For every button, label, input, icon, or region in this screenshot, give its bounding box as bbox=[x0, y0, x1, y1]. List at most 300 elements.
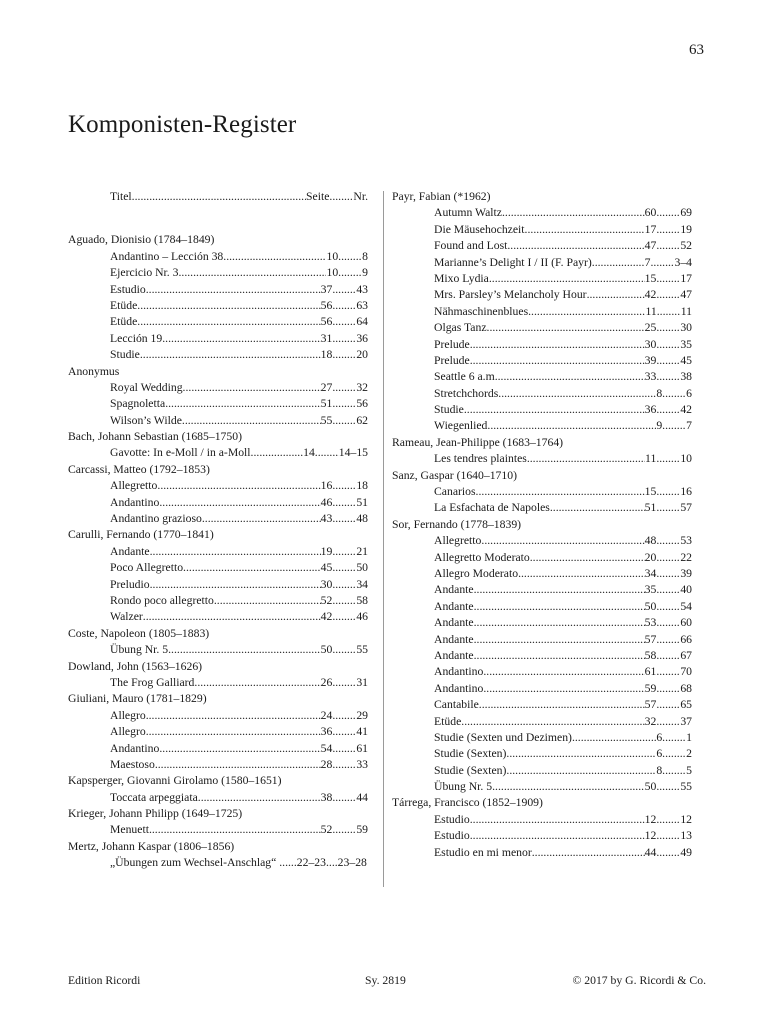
work-number: 70 bbox=[680, 665, 692, 679]
work-entry bbox=[392, 615, 692, 631]
work-entry bbox=[392, 337, 692, 353]
work-number: 3–4 bbox=[674, 255, 692, 269]
composer-name: Mertz, Johann Kaspar (1806–1856) bbox=[68, 839, 235, 853]
work-number: 35 bbox=[680, 337, 692, 351]
work-number: 20 bbox=[356, 348, 368, 362]
work-page-number: 6 bbox=[656, 747, 663, 761]
composer-name: Coste, Napoleon (1805–1883) bbox=[68, 626, 210, 640]
work-page-number: 14 bbox=[303, 446, 315, 460]
dot-leader bbox=[165, 396, 320, 412]
work-number: 1 bbox=[686, 730, 692, 744]
dot-leader bbox=[656, 402, 680, 418]
composer-name: Anonymus bbox=[68, 364, 120, 378]
work-page-number: 35 bbox=[644, 583, 657, 597]
dot-leader bbox=[492, 779, 645, 795]
dot-leader bbox=[656, 337, 680, 353]
composer-name: Krieger, Johann Philipp (1649–1725) bbox=[68, 807, 243, 821]
work-entry bbox=[392, 648, 692, 664]
work-number: 54 bbox=[680, 599, 692, 613]
work-page-number: 52 bbox=[320, 823, 333, 837]
work-entry bbox=[392, 369, 692, 385]
work-page-number: 11 bbox=[645, 452, 657, 466]
work-number: 60 bbox=[680, 616, 692, 630]
work-title: Übung Nr. 5 bbox=[110, 643, 169, 657]
work-number: 38 bbox=[680, 370, 692, 384]
work-entry bbox=[392, 730, 692, 746]
dot-leader bbox=[587, 287, 645, 303]
work-title: Ejercicio Nr. 3 bbox=[110, 266, 179, 280]
work-entry bbox=[68, 544, 368, 560]
dot-leader bbox=[528, 304, 645, 320]
work-number: 62 bbox=[356, 413, 368, 427]
dot-leader bbox=[168, 642, 321, 658]
work-title: Andantino bbox=[434, 681, 484, 695]
work-title: Spagnoletta bbox=[110, 397, 166, 411]
work-entry bbox=[392, 845, 692, 861]
work-number: 44 bbox=[356, 790, 368, 804]
dot-leader bbox=[656, 648, 680, 664]
dot-leader bbox=[338, 265, 362, 281]
work-entry bbox=[68, 511, 368, 527]
dot-leader bbox=[150, 544, 321, 560]
work-page-number: 48 bbox=[644, 534, 657, 548]
work-number: 57 bbox=[680, 501, 692, 515]
work-entry bbox=[68, 577, 368, 593]
work-page-number: 31 bbox=[320, 331, 333, 345]
work-title: Andantino – Lección 38 bbox=[110, 249, 224, 263]
dot-leader bbox=[159, 495, 320, 511]
work-title: Die Mäusehochzeit bbox=[434, 222, 525, 236]
work-page-number: 42 bbox=[644, 288, 657, 302]
work-number: 49 bbox=[680, 845, 692, 859]
work-number: 45 bbox=[680, 353, 692, 367]
dot-leader bbox=[338, 249, 362, 265]
dot-leader bbox=[332, 609, 356, 625]
composer-name: Dowland, John (1563–1626) bbox=[68, 659, 203, 673]
work-title: „Übungen zum Wechsel-Anschlag“ ......22–23....23–28 bbox=[110, 856, 367, 870]
work-title: Estudio bbox=[434, 812, 470, 826]
spacer bbox=[68, 205, 368, 232]
work-title: Autumn Waltz bbox=[434, 206, 502, 220]
dot-leader bbox=[332, 790, 356, 806]
work-number: 51 bbox=[356, 495, 368, 509]
work-page-number: 36 bbox=[644, 403, 657, 417]
dot-leader bbox=[332, 675, 356, 691]
work-page-number: 44 bbox=[644, 845, 657, 859]
dot-leader bbox=[487, 320, 645, 336]
dot-leader bbox=[650, 255, 674, 271]
dot-leader bbox=[194, 675, 320, 691]
work-page-number: 6 bbox=[656, 730, 663, 744]
work-entry bbox=[392, 599, 692, 615]
work-title: Royal Wedding bbox=[110, 380, 183, 394]
work-title: Lección 19 bbox=[110, 331, 163, 345]
work-entry bbox=[68, 609, 368, 625]
dot-leader bbox=[470, 337, 645, 353]
work-entry bbox=[392, 402, 692, 418]
work-entry bbox=[68, 445, 368, 461]
work-title: Olgas Tanz bbox=[434, 321, 487, 335]
dot-leader bbox=[656, 353, 680, 369]
dot-leader bbox=[155, 757, 321, 773]
work-number: 8 bbox=[362, 249, 368, 263]
dot-leader bbox=[483, 681, 644, 697]
work-page-number: 10 bbox=[326, 249, 339, 263]
work-page-number: 60 bbox=[644, 206, 657, 220]
work-title: Found and Lost bbox=[434, 239, 508, 253]
dot-leader bbox=[140, 347, 321, 363]
work-number: 48 bbox=[356, 512, 368, 526]
work-entry bbox=[392, 484, 692, 500]
work-title: Andantino bbox=[110, 741, 160, 755]
work-entry bbox=[392, 222, 692, 238]
work-number: 56 bbox=[356, 397, 368, 411]
work-number: 17 bbox=[680, 271, 692, 285]
work-entry bbox=[392, 238, 692, 254]
dot-leader bbox=[656, 500, 680, 516]
work-title: Etüde bbox=[110, 315, 138, 329]
work-number: 6 bbox=[686, 386, 692, 400]
work-page-number: 55 bbox=[320, 413, 333, 427]
work-title: Studie bbox=[434, 403, 464, 417]
column-divider bbox=[383, 191, 384, 887]
dot-leader bbox=[146, 724, 321, 740]
work-number: 43 bbox=[356, 282, 368, 296]
dot-leader bbox=[656, 205, 680, 221]
dot-leader bbox=[137, 298, 320, 314]
dot-leader bbox=[656, 615, 680, 631]
dot-leader bbox=[332, 724, 356, 740]
work-number: 39 bbox=[680, 566, 692, 580]
dot-leader bbox=[656, 369, 680, 385]
index-column-left bbox=[68, 189, 368, 872]
work-entry bbox=[68, 724, 368, 740]
dot-leader bbox=[332, 560, 356, 576]
work-number: 46 bbox=[356, 610, 368, 624]
dot-leader bbox=[332, 642, 356, 658]
work-entry bbox=[68, 560, 368, 576]
work-title: The Frog Galliard bbox=[110, 675, 195, 689]
work-number: 31 bbox=[356, 675, 368, 689]
work-page-number: 54 bbox=[320, 741, 333, 755]
dot-leader bbox=[572, 730, 656, 746]
work-title: Estudio en mi menor bbox=[434, 845, 532, 859]
work-title: Andante bbox=[434, 583, 474, 597]
work-page-number: 19 bbox=[320, 544, 333, 558]
work-title: Walzer bbox=[110, 610, 143, 624]
work-entry bbox=[68, 282, 368, 298]
work-title: Toccata arpeggiata bbox=[110, 790, 198, 804]
work-title: Wiegenlied bbox=[434, 419, 488, 433]
work-page-number: 27 bbox=[320, 380, 333, 394]
index-column-right bbox=[392, 189, 692, 861]
dot-leader bbox=[662, 386, 686, 402]
dot-leader bbox=[481, 533, 644, 549]
footer-copyright: © 2017 by G. Ricordi & Co. bbox=[572, 974, 706, 987]
work-page-number: 47 bbox=[644, 239, 657, 253]
composer-name: Giuliani, Mauro (1781–1829) bbox=[68, 692, 207, 706]
dot-leader bbox=[332, 757, 356, 773]
work-title: Andantino bbox=[110, 495, 160, 509]
dot-leader bbox=[550, 500, 645, 516]
dot-leader bbox=[461, 714, 644, 730]
footer-publisher: Edition Ricordi bbox=[68, 974, 141, 987]
dot-leader bbox=[656, 287, 680, 303]
work-entry bbox=[392, 714, 692, 730]
work-title: Mrs. Parsley’s Melancholy Hour bbox=[434, 288, 587, 302]
dot-leader bbox=[332, 396, 356, 412]
work-number: 32 bbox=[356, 380, 368, 394]
work-title: Andante bbox=[434, 648, 474, 662]
work-number: 53 bbox=[680, 534, 692, 548]
work-page-number: 8 bbox=[656, 386, 663, 400]
dot-leader bbox=[332, 741, 356, 757]
work-title: Andantino bbox=[434, 665, 484, 679]
work-number: 13 bbox=[680, 829, 692, 843]
work-page-number: 56 bbox=[320, 315, 333, 329]
dot-leader bbox=[502, 205, 645, 221]
dot-leader bbox=[332, 822, 356, 838]
work-title: Estudio bbox=[434, 829, 470, 843]
work-entry bbox=[392, 632, 692, 648]
work-number: 52 bbox=[680, 239, 692, 253]
work-title: Etüde bbox=[434, 714, 462, 728]
work-entry bbox=[392, 271, 692, 287]
header-title-label: Titel bbox=[110, 190, 132, 203]
work-entry bbox=[68, 790, 368, 806]
dot-leader bbox=[329, 189, 353, 205]
work-title: Allegretto bbox=[434, 534, 482, 548]
work-page-number: 46 bbox=[320, 495, 333, 509]
composer-name: Aguado, Dionisio (1784–1849) bbox=[68, 233, 215, 247]
work-entry bbox=[392, 386, 692, 402]
work-title: Allegretto bbox=[110, 479, 158, 493]
work-page-number: 11 bbox=[645, 304, 657, 318]
work-title: Andante bbox=[434, 616, 474, 630]
work-page-number: 59 bbox=[644, 681, 657, 695]
work-number: 30 bbox=[680, 321, 692, 335]
work-page-number: 42 bbox=[320, 610, 333, 624]
dot-leader bbox=[146, 282, 321, 298]
dot-leader bbox=[656, 451, 680, 467]
work-entry bbox=[392, 320, 692, 336]
dot-leader bbox=[470, 353, 645, 369]
work-number: 37 bbox=[680, 714, 692, 728]
work-entry bbox=[68, 380, 368, 396]
dot-leader bbox=[656, 271, 680, 287]
work-title: Nähmaschinenblues bbox=[434, 304, 529, 318]
footer-catalog-number: Sy. 2819 bbox=[365, 974, 406, 987]
dot-leader bbox=[332, 347, 356, 363]
work-title: Allegretto Moderato bbox=[434, 550, 530, 564]
work-number: 50 bbox=[356, 561, 368, 575]
work-title: Seattle 6 a.m. bbox=[434, 370, 498, 384]
work-number: 55 bbox=[680, 780, 692, 794]
dot-leader bbox=[656, 697, 680, 713]
dot-leader bbox=[656, 550, 680, 566]
work-entry bbox=[392, 746, 692, 762]
dot-leader bbox=[656, 484, 680, 500]
work-title: Allegro bbox=[110, 708, 146, 722]
dot-leader bbox=[149, 822, 321, 838]
dot-leader bbox=[479, 697, 645, 713]
work-entry bbox=[392, 697, 692, 713]
work-number: 19 bbox=[680, 222, 692, 236]
work-entry bbox=[68, 757, 368, 773]
work-page-number: 57 bbox=[644, 698, 657, 712]
work-entry bbox=[68, 593, 368, 609]
dot-leader bbox=[656, 632, 680, 648]
dot-leader bbox=[507, 238, 644, 254]
dot-leader bbox=[662, 730, 686, 746]
dot-leader bbox=[656, 714, 680, 730]
dot-leader bbox=[656, 533, 680, 549]
work-page-number: 20 bbox=[644, 550, 657, 564]
work-entry bbox=[392, 763, 692, 779]
composer-name: Bach, Johann Sebastian (1685–1750) bbox=[68, 430, 242, 444]
work-entry bbox=[68, 495, 368, 511]
work-entry bbox=[392, 828, 692, 844]
work-title: Wilson’s Wilde bbox=[110, 413, 182, 427]
dot-leader bbox=[498, 386, 656, 402]
work-page-number: 12 bbox=[644, 829, 657, 843]
dot-leader bbox=[159, 741, 320, 757]
work-page-number: 39 bbox=[644, 353, 657, 367]
work-title: Andante bbox=[110, 544, 150, 558]
work-entry bbox=[68, 822, 368, 838]
dot-leader bbox=[656, 845, 680, 861]
work-number: 42 bbox=[680, 403, 692, 417]
dot-leader bbox=[483, 664, 644, 680]
work-page-number: 53 bbox=[644, 616, 657, 630]
work-number: 33 bbox=[356, 757, 368, 771]
work-page-number: 8 bbox=[656, 763, 663, 777]
work-title: Andante bbox=[434, 599, 474, 613]
work-number: 14–15 bbox=[338, 446, 368, 460]
work-entry bbox=[68, 298, 368, 314]
work-title: Studie (Sexten) bbox=[434, 747, 507, 761]
work-page-number: 18 bbox=[320, 348, 333, 362]
work-page-number: 9 bbox=[656, 419, 663, 433]
work-entry bbox=[68, 741, 368, 757]
work-number: 5 bbox=[686, 763, 692, 777]
dot-leader bbox=[137, 314, 320, 330]
work-page-number: 56 bbox=[320, 298, 333, 312]
work-title: Poco Allegretto bbox=[110, 561, 184, 575]
work-entry bbox=[392, 287, 692, 303]
work-page-number: 51 bbox=[644, 501, 657, 515]
dot-leader bbox=[592, 255, 645, 271]
work-number: 36 bbox=[356, 331, 368, 345]
work-title: Rondo poco allegretto bbox=[110, 593, 214, 607]
dot-leader bbox=[656, 566, 680, 582]
work-entry bbox=[68, 855, 368, 871]
work-number: 66 bbox=[680, 632, 692, 646]
work-number: 11 bbox=[680, 304, 692, 318]
dot-leader bbox=[150, 577, 321, 593]
work-entry bbox=[392, 812, 692, 828]
dot-leader bbox=[332, 413, 356, 429]
composer-name: Carulli, Fernando (1770–1841) bbox=[68, 528, 214, 542]
dot-leader bbox=[223, 249, 326, 265]
work-title: Studie (Sexten und Dezimen) bbox=[434, 730, 572, 744]
work-number: 40 bbox=[680, 583, 692, 597]
work-number: 29 bbox=[356, 708, 368, 722]
work-title: Studie (Sexten) bbox=[434, 763, 507, 777]
dot-leader bbox=[662, 763, 686, 779]
work-number: 69 bbox=[680, 206, 692, 220]
work-number: 64 bbox=[356, 315, 368, 329]
work-title: Stretchchords bbox=[434, 386, 499, 400]
work-title: Canarios bbox=[434, 485, 476, 499]
dot-leader bbox=[656, 599, 680, 615]
work-entry bbox=[392, 353, 692, 369]
dot-leader bbox=[198, 790, 321, 806]
work-title: Allegro bbox=[110, 725, 146, 739]
header-nr-label: Nr. bbox=[353, 190, 368, 203]
work-page-number: 38 bbox=[320, 790, 333, 804]
work-number: 34 bbox=[356, 577, 368, 591]
work-page-number: 34 bbox=[644, 566, 657, 580]
dot-leader bbox=[527, 451, 645, 467]
work-number: 67 bbox=[680, 648, 692, 662]
work-title: Übung Nr. 5 bbox=[434, 780, 493, 794]
dot-leader bbox=[656, 320, 680, 336]
dot-leader bbox=[315, 445, 339, 461]
work-title: Les tendres plaintes bbox=[434, 452, 527, 466]
work-title: Cantabile bbox=[434, 698, 479, 712]
work-entry bbox=[68, 396, 368, 412]
work-entry bbox=[392, 255, 692, 271]
dot-leader bbox=[251, 445, 304, 461]
work-entry bbox=[68, 708, 368, 724]
work-title: Prelude bbox=[434, 353, 470, 367]
dot-leader bbox=[487, 418, 656, 434]
work-number: 9 bbox=[362, 266, 368, 280]
dot-leader bbox=[474, 632, 645, 648]
dot-leader bbox=[662, 418, 686, 434]
work-page-number: 51 bbox=[320, 397, 333, 411]
work-number: 65 bbox=[680, 698, 692, 712]
dot-leader bbox=[474, 615, 645, 631]
work-page-number: 45 bbox=[320, 561, 333, 575]
work-title: Mixo Lydia bbox=[434, 271, 489, 285]
composer-name: Tárrega, Francisco (1852–1909) bbox=[392, 796, 543, 810]
dot-leader bbox=[332, 380, 356, 396]
dot-leader bbox=[656, 681, 680, 697]
dot-leader bbox=[474, 599, 645, 615]
work-entry bbox=[392, 533, 692, 549]
dot-leader bbox=[476, 484, 645, 500]
dot-leader bbox=[182, 413, 321, 429]
dot-leader bbox=[332, 478, 356, 494]
work-page-number: 50 bbox=[320, 643, 333, 657]
composer-name: Carcassi, Matteo (1792–1853) bbox=[68, 462, 210, 476]
dot-leader bbox=[530, 550, 645, 566]
dot-leader bbox=[525, 222, 645, 238]
work-entry bbox=[68, 249, 368, 265]
work-number: 58 bbox=[356, 593, 368, 607]
work-page-number: 25 bbox=[644, 321, 657, 335]
work-title: Estudio bbox=[110, 282, 146, 296]
work-entry bbox=[68, 265, 368, 281]
composer-name: Sanz, Gaspar (1640–1710) bbox=[392, 468, 517, 482]
work-title: Andantino grazioso bbox=[110, 512, 202, 526]
work-entry bbox=[392, 500, 692, 516]
work-number: 16 bbox=[680, 485, 692, 499]
work-page-number: 50 bbox=[644, 780, 657, 794]
work-title: La Esfachata de Napoles bbox=[434, 501, 550, 515]
